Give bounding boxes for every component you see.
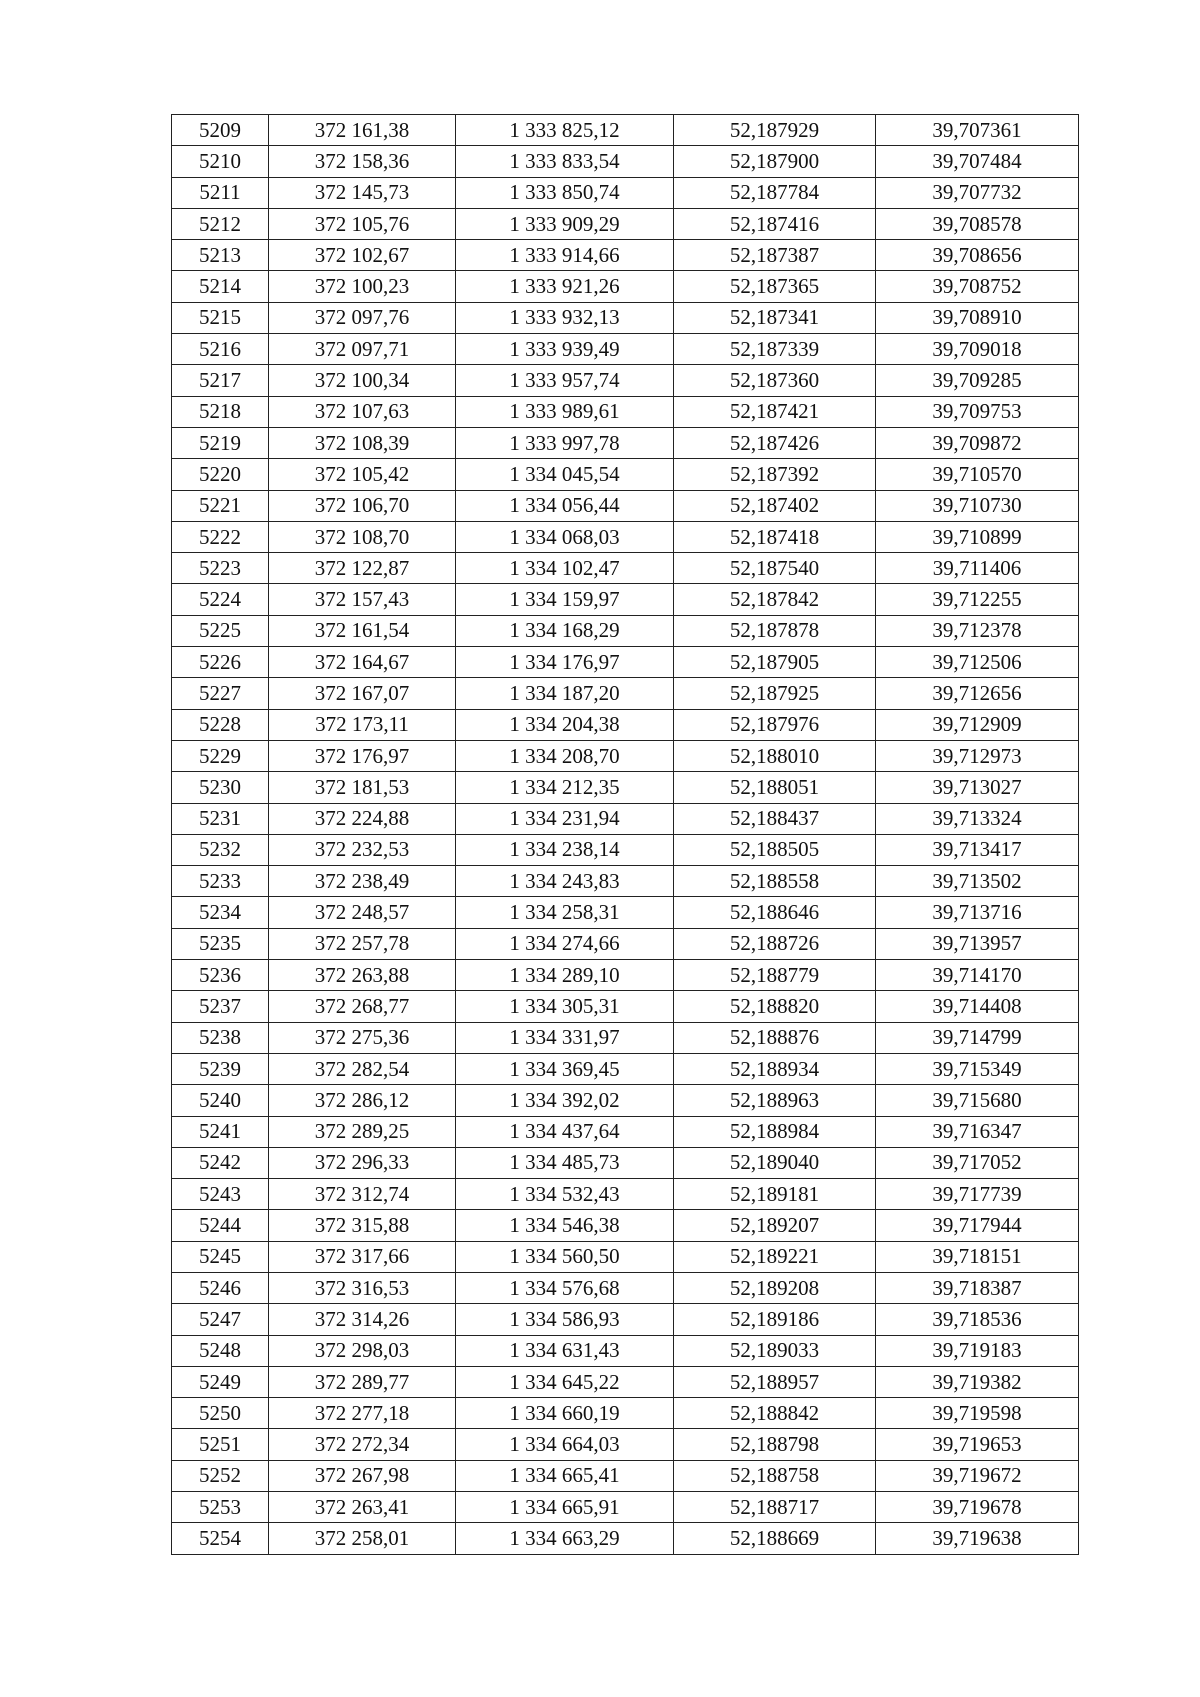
point-number-cell: 5248 bbox=[172, 1335, 269, 1366]
point-number-cell: 5239 bbox=[172, 1053, 269, 1084]
point-number-cell: 5226 bbox=[172, 647, 269, 678]
longitude-cell: 39,711406 bbox=[876, 553, 1079, 584]
longitude-cell: 39,707361 bbox=[876, 115, 1079, 146]
longitude-cell: 39,713324 bbox=[876, 803, 1079, 834]
latitude-cell: 52,187905 bbox=[674, 647, 876, 678]
x-coordinate-cell: 372 277,18 bbox=[269, 1398, 456, 1429]
table-row bbox=[172, 1147, 1079, 1178]
x-coordinate-cell: 372 314,26 bbox=[269, 1304, 456, 1335]
y-coordinate-cell: 1 334 392,02 bbox=[456, 1085, 674, 1116]
x-coordinate-cell: 372 158,36 bbox=[269, 146, 456, 177]
table-row bbox=[172, 208, 1079, 239]
point-number-cell: 5245 bbox=[172, 1241, 269, 1272]
longitude-cell: 39,718151 bbox=[876, 1241, 1079, 1272]
x-coordinate-cell: 372 268,77 bbox=[269, 991, 456, 1022]
x-coordinate-cell: 372 107,63 bbox=[269, 396, 456, 427]
y-coordinate-cell: 1 334 665,91 bbox=[456, 1492, 674, 1523]
table-row bbox=[172, 709, 1079, 740]
longitude-cell: 39,719598 bbox=[876, 1398, 1079, 1429]
table-row bbox=[172, 1460, 1079, 1491]
longitude-cell: 39,708752 bbox=[876, 271, 1079, 302]
point-number-cell: 5217 bbox=[172, 365, 269, 396]
latitude-cell: 52,187341 bbox=[674, 302, 876, 333]
x-coordinate-cell: 372 315,88 bbox=[269, 1210, 456, 1241]
y-coordinate-cell: 1 334 546,38 bbox=[456, 1210, 674, 1241]
latitude-cell: 52,188010 bbox=[674, 740, 876, 771]
y-coordinate-cell: 1 334 560,50 bbox=[456, 1241, 674, 1272]
table-row bbox=[172, 1492, 1079, 1523]
x-coordinate-cell: 372 167,07 bbox=[269, 678, 456, 709]
longitude-cell: 39,719382 bbox=[876, 1366, 1079, 1397]
point-number-cell: 5251 bbox=[172, 1429, 269, 1460]
latitude-cell: 52,187784 bbox=[674, 177, 876, 208]
table-row bbox=[172, 772, 1079, 803]
point-number-cell: 5250 bbox=[172, 1398, 269, 1429]
table-row bbox=[172, 1366, 1079, 1397]
point-number-cell: 5231 bbox=[172, 803, 269, 834]
longitude-cell: 39,709018 bbox=[876, 334, 1079, 365]
table-row bbox=[172, 740, 1079, 771]
longitude-cell: 39,713716 bbox=[876, 897, 1079, 928]
latitude-cell: 52,187976 bbox=[674, 709, 876, 740]
latitude-cell: 52,188820 bbox=[674, 991, 876, 1022]
y-coordinate-cell: 1 334 274,66 bbox=[456, 928, 674, 959]
latitude-cell: 52,188558 bbox=[674, 866, 876, 897]
x-coordinate-cell: 372 282,54 bbox=[269, 1053, 456, 1084]
latitude-cell: 52,187900 bbox=[674, 146, 876, 177]
table-row bbox=[172, 1022, 1079, 1053]
latitude-cell: 52,187360 bbox=[674, 365, 876, 396]
longitude-cell: 39,719183 bbox=[876, 1335, 1079, 1366]
x-coordinate-cell: 372 286,12 bbox=[269, 1085, 456, 1116]
y-coordinate-cell: 1 334 289,10 bbox=[456, 960, 674, 991]
table-row bbox=[172, 678, 1079, 709]
y-coordinate-cell: 1 334 532,43 bbox=[456, 1179, 674, 1210]
table-row bbox=[172, 490, 1079, 521]
point-number-cell: 5253 bbox=[172, 1492, 269, 1523]
latitude-cell: 52,188437 bbox=[674, 803, 876, 834]
longitude-cell: 39,714170 bbox=[876, 960, 1079, 991]
y-coordinate-cell: 1 333 939,49 bbox=[456, 334, 674, 365]
y-coordinate-cell: 1 333 921,26 bbox=[456, 271, 674, 302]
latitude-cell: 52,187540 bbox=[674, 553, 876, 584]
table-row bbox=[172, 302, 1079, 333]
x-coordinate-cell: 372 145,73 bbox=[269, 177, 456, 208]
latitude-cell: 52,188726 bbox=[674, 928, 876, 959]
point-number-cell: 5237 bbox=[172, 991, 269, 1022]
y-coordinate-cell: 1 333 909,29 bbox=[456, 208, 674, 239]
longitude-cell: 39,713502 bbox=[876, 866, 1079, 897]
x-coordinate-cell: 372 100,23 bbox=[269, 271, 456, 302]
table-row bbox=[172, 991, 1079, 1022]
latitude-cell: 52,187392 bbox=[674, 459, 876, 490]
x-coordinate-cell: 372 316,53 bbox=[269, 1272, 456, 1303]
point-number-cell: 5242 bbox=[172, 1147, 269, 1178]
y-coordinate-cell: 1 334 238,14 bbox=[456, 834, 674, 865]
point-number-cell: 5219 bbox=[172, 427, 269, 458]
longitude-cell: 39,712973 bbox=[876, 740, 1079, 771]
latitude-cell: 52,188758 bbox=[674, 1460, 876, 1491]
point-number-cell: 5222 bbox=[172, 521, 269, 552]
table-row bbox=[172, 615, 1079, 646]
x-coordinate-cell: 372 161,54 bbox=[269, 615, 456, 646]
longitude-cell: 39,712506 bbox=[876, 647, 1079, 678]
table-row bbox=[172, 1179, 1079, 1210]
longitude-cell: 39,718387 bbox=[876, 1272, 1079, 1303]
x-coordinate-cell: 372 298,03 bbox=[269, 1335, 456, 1366]
latitude-cell: 52,189040 bbox=[674, 1147, 876, 1178]
point-number-cell: 5244 bbox=[172, 1210, 269, 1241]
y-coordinate-cell: 1 334 305,31 bbox=[456, 991, 674, 1022]
latitude-cell: 52,188779 bbox=[674, 960, 876, 991]
x-coordinate-cell: 372 161,38 bbox=[269, 115, 456, 146]
latitude-cell: 52,189186 bbox=[674, 1304, 876, 1335]
coordinates-table-body bbox=[172, 115, 1079, 1555]
table-row bbox=[172, 584, 1079, 615]
table-row bbox=[172, 146, 1079, 177]
table-row bbox=[172, 1053, 1079, 1084]
x-coordinate-cell: 372 173,11 bbox=[269, 709, 456, 740]
longitude-cell: 39,712378 bbox=[876, 615, 1079, 646]
x-coordinate-cell: 372 289,77 bbox=[269, 1366, 456, 1397]
x-coordinate-cell: 372 289,25 bbox=[269, 1116, 456, 1147]
latitude-cell: 52,187842 bbox=[674, 584, 876, 615]
longitude-cell: 39,712255 bbox=[876, 584, 1079, 615]
y-coordinate-cell: 1 334 231,94 bbox=[456, 803, 674, 834]
table-row bbox=[172, 834, 1079, 865]
latitude-cell: 52,187339 bbox=[674, 334, 876, 365]
y-coordinate-cell: 1 334 159,97 bbox=[456, 584, 674, 615]
y-coordinate-cell: 1 334 045,54 bbox=[456, 459, 674, 490]
table-row bbox=[172, 427, 1079, 458]
longitude-cell: 39,717944 bbox=[876, 1210, 1079, 1241]
latitude-cell: 52,188669 bbox=[674, 1523, 876, 1554]
table-row bbox=[172, 647, 1079, 678]
x-coordinate-cell: 372 105,76 bbox=[269, 208, 456, 239]
x-coordinate-cell: 372 108,39 bbox=[269, 427, 456, 458]
x-coordinate-cell: 372 097,76 bbox=[269, 302, 456, 333]
longitude-cell: 39,715680 bbox=[876, 1085, 1079, 1116]
table-row bbox=[172, 960, 1079, 991]
table-row bbox=[172, 459, 1079, 490]
table-row bbox=[172, 1398, 1079, 1429]
latitude-cell: 52,189221 bbox=[674, 1241, 876, 1272]
y-coordinate-cell: 1 334 664,03 bbox=[456, 1429, 674, 1460]
y-coordinate-cell: 1 334 369,45 bbox=[456, 1053, 674, 1084]
table-row bbox=[172, 803, 1079, 834]
longitude-cell: 39,713027 bbox=[876, 772, 1079, 803]
longitude-cell: 39,719678 bbox=[876, 1492, 1079, 1523]
point-number-cell: 5218 bbox=[172, 396, 269, 427]
longitude-cell: 39,713417 bbox=[876, 834, 1079, 865]
point-number-cell: 5234 bbox=[172, 897, 269, 928]
longitude-cell: 39,717052 bbox=[876, 1147, 1079, 1178]
table-row bbox=[172, 115, 1079, 146]
point-number-cell: 5238 bbox=[172, 1022, 269, 1053]
point-number-cell: 5210 bbox=[172, 146, 269, 177]
latitude-cell: 52,188984 bbox=[674, 1116, 876, 1147]
y-coordinate-cell: 1 334 645,22 bbox=[456, 1366, 674, 1397]
longitude-cell: 39,709285 bbox=[876, 365, 1079, 396]
x-coordinate-cell: 372 164,67 bbox=[269, 647, 456, 678]
y-coordinate-cell: 1 334 258,31 bbox=[456, 897, 674, 928]
longitude-cell: 39,719672 bbox=[876, 1460, 1079, 1491]
point-number-cell: 5209 bbox=[172, 115, 269, 146]
x-coordinate-cell: 372 275,36 bbox=[269, 1022, 456, 1053]
x-coordinate-cell: 372 100,34 bbox=[269, 365, 456, 396]
table-row bbox=[172, 521, 1079, 552]
longitude-cell: 39,716347 bbox=[876, 1116, 1079, 1147]
longitude-cell: 39,713957 bbox=[876, 928, 1079, 959]
x-coordinate-cell: 372 106,70 bbox=[269, 490, 456, 521]
longitude-cell: 39,712656 bbox=[876, 678, 1079, 709]
y-coordinate-cell: 1 334 056,44 bbox=[456, 490, 674, 521]
table-row bbox=[172, 1304, 1079, 1335]
x-coordinate-cell: 372 296,33 bbox=[269, 1147, 456, 1178]
point-number-cell: 5236 bbox=[172, 960, 269, 991]
latitude-cell: 52,189181 bbox=[674, 1179, 876, 1210]
point-number-cell: 5224 bbox=[172, 584, 269, 615]
coordinates-table bbox=[171, 114, 1079, 1555]
longitude-cell: 39,710570 bbox=[876, 459, 1079, 490]
latitude-cell: 52,188963 bbox=[674, 1085, 876, 1116]
point-number-cell: 5213 bbox=[172, 240, 269, 271]
longitude-cell: 39,708578 bbox=[876, 208, 1079, 239]
x-coordinate-cell: 372 102,67 bbox=[269, 240, 456, 271]
latitude-cell: 52,187925 bbox=[674, 678, 876, 709]
table-row bbox=[172, 1523, 1079, 1554]
latitude-cell: 52,187416 bbox=[674, 208, 876, 239]
x-coordinate-cell: 372 272,34 bbox=[269, 1429, 456, 1460]
latitude-cell: 52,187387 bbox=[674, 240, 876, 271]
latitude-cell: 52,187365 bbox=[674, 271, 876, 302]
longitude-cell: 39,718536 bbox=[876, 1304, 1079, 1335]
x-coordinate-cell: 372 105,42 bbox=[269, 459, 456, 490]
table-row bbox=[172, 866, 1079, 897]
y-coordinate-cell: 1 334 168,29 bbox=[456, 615, 674, 646]
longitude-cell: 39,709872 bbox=[876, 427, 1079, 458]
latitude-cell: 52,189033 bbox=[674, 1335, 876, 1366]
x-coordinate-cell: 372 232,53 bbox=[269, 834, 456, 865]
point-number-cell: 5252 bbox=[172, 1460, 269, 1491]
y-coordinate-cell: 1 334 485,73 bbox=[456, 1147, 674, 1178]
y-coordinate-cell: 1 333 997,78 bbox=[456, 427, 674, 458]
latitude-cell: 52,188717 bbox=[674, 1492, 876, 1523]
latitude-cell: 52,188957 bbox=[674, 1366, 876, 1397]
latitude-cell: 52,188798 bbox=[674, 1429, 876, 1460]
y-coordinate-cell: 1 333 850,74 bbox=[456, 177, 674, 208]
table-row bbox=[172, 240, 1079, 271]
point-number-cell: 5228 bbox=[172, 709, 269, 740]
latitude-cell: 52,187426 bbox=[674, 427, 876, 458]
y-coordinate-cell: 1 334 208,70 bbox=[456, 740, 674, 771]
table-row bbox=[172, 1335, 1079, 1366]
point-number-cell: 5243 bbox=[172, 1179, 269, 1210]
table-row bbox=[172, 1272, 1079, 1303]
point-number-cell: 5216 bbox=[172, 334, 269, 365]
point-number-cell: 5211 bbox=[172, 177, 269, 208]
y-coordinate-cell: 1 334 243,83 bbox=[456, 866, 674, 897]
x-coordinate-cell: 372 263,88 bbox=[269, 960, 456, 991]
y-coordinate-cell: 1 334 576,68 bbox=[456, 1272, 674, 1303]
point-number-cell: 5220 bbox=[172, 459, 269, 490]
y-coordinate-cell: 1 334 665,41 bbox=[456, 1460, 674, 1491]
table-row bbox=[172, 897, 1079, 928]
table-row bbox=[172, 271, 1079, 302]
point-number-cell: 5240 bbox=[172, 1085, 269, 1116]
longitude-cell: 39,715349 bbox=[876, 1053, 1079, 1084]
x-coordinate-cell: 372 181,53 bbox=[269, 772, 456, 803]
point-number-cell: 5229 bbox=[172, 740, 269, 771]
point-number-cell: 5235 bbox=[172, 928, 269, 959]
longitude-cell: 39,719653 bbox=[876, 1429, 1079, 1460]
y-coordinate-cell: 1 334 204,38 bbox=[456, 709, 674, 740]
point-number-cell: 5254 bbox=[172, 1523, 269, 1554]
table-row bbox=[172, 334, 1079, 365]
longitude-cell: 39,710730 bbox=[876, 490, 1079, 521]
y-coordinate-cell: 1 334 660,19 bbox=[456, 1398, 674, 1429]
point-number-cell: 5246 bbox=[172, 1272, 269, 1303]
latitude-cell: 52,188646 bbox=[674, 897, 876, 928]
longitude-cell: 39,708656 bbox=[876, 240, 1079, 271]
point-number-cell: 5214 bbox=[172, 271, 269, 302]
point-number-cell: 5212 bbox=[172, 208, 269, 239]
table-row bbox=[172, 1210, 1079, 1241]
x-coordinate-cell: 372 257,78 bbox=[269, 928, 456, 959]
point-number-cell: 5225 bbox=[172, 615, 269, 646]
y-coordinate-cell: 1 334 631,43 bbox=[456, 1335, 674, 1366]
x-coordinate-cell: 372 263,41 bbox=[269, 1492, 456, 1523]
y-coordinate-cell: 1 334 663,29 bbox=[456, 1523, 674, 1554]
point-number-cell: 5232 bbox=[172, 834, 269, 865]
point-number-cell: 5223 bbox=[172, 553, 269, 584]
x-coordinate-cell: 372 176,97 bbox=[269, 740, 456, 771]
point-number-cell: 5230 bbox=[172, 772, 269, 803]
point-number-cell: 5227 bbox=[172, 678, 269, 709]
latitude-cell: 52,187929 bbox=[674, 115, 876, 146]
y-coordinate-cell: 1 334 437,64 bbox=[456, 1116, 674, 1147]
y-coordinate-cell: 1 334 176,97 bbox=[456, 647, 674, 678]
point-number-cell: 5241 bbox=[172, 1116, 269, 1147]
latitude-cell: 52,188051 bbox=[674, 772, 876, 803]
longitude-cell: 39,708910 bbox=[876, 302, 1079, 333]
latitude-cell: 52,188934 bbox=[674, 1053, 876, 1084]
longitude-cell: 39,710899 bbox=[876, 521, 1079, 552]
table-row bbox=[172, 396, 1079, 427]
y-coordinate-cell: 1 334 212,35 bbox=[456, 772, 674, 803]
y-coordinate-cell: 1 333 989,61 bbox=[456, 396, 674, 427]
x-coordinate-cell: 372 224,88 bbox=[269, 803, 456, 834]
longitude-cell: 39,712909 bbox=[876, 709, 1079, 740]
y-coordinate-cell: 1 333 957,74 bbox=[456, 365, 674, 396]
y-coordinate-cell: 1 334 068,03 bbox=[456, 521, 674, 552]
x-coordinate-cell: 372 108,70 bbox=[269, 521, 456, 552]
y-coordinate-cell: 1 334 331,97 bbox=[456, 1022, 674, 1053]
latitude-cell: 52,188505 bbox=[674, 834, 876, 865]
longitude-cell: 39,707484 bbox=[876, 146, 1079, 177]
longitude-cell: 39,717739 bbox=[876, 1179, 1079, 1210]
latitude-cell: 52,188876 bbox=[674, 1022, 876, 1053]
x-coordinate-cell: 372 258,01 bbox=[269, 1523, 456, 1554]
table-row bbox=[172, 1116, 1079, 1147]
latitude-cell: 52,187418 bbox=[674, 521, 876, 552]
table-row bbox=[172, 928, 1079, 959]
point-number-cell: 5249 bbox=[172, 1366, 269, 1397]
table-row bbox=[172, 1085, 1079, 1116]
longitude-cell: 39,714408 bbox=[876, 991, 1079, 1022]
longitude-cell: 39,707732 bbox=[876, 177, 1079, 208]
longitude-cell: 39,714799 bbox=[876, 1022, 1079, 1053]
latitude-cell: 52,188842 bbox=[674, 1398, 876, 1429]
table-row bbox=[172, 177, 1079, 208]
x-coordinate-cell: 372 122,87 bbox=[269, 553, 456, 584]
latitude-cell: 52,187878 bbox=[674, 615, 876, 646]
longitude-cell: 39,719638 bbox=[876, 1523, 1079, 1554]
latitude-cell: 52,189207 bbox=[674, 1210, 876, 1241]
y-coordinate-cell: 1 334 102,47 bbox=[456, 553, 674, 584]
longitude-cell: 39,709753 bbox=[876, 396, 1079, 427]
point-number-cell: 5215 bbox=[172, 302, 269, 333]
x-coordinate-cell: 372 267,98 bbox=[269, 1460, 456, 1491]
y-coordinate-cell: 1 334 586,93 bbox=[456, 1304, 674, 1335]
table-row bbox=[172, 1429, 1079, 1460]
y-coordinate-cell: 1 333 932,13 bbox=[456, 302, 674, 333]
y-coordinate-cell: 1 333 914,66 bbox=[456, 240, 674, 271]
x-coordinate-cell: 372 097,71 bbox=[269, 334, 456, 365]
x-coordinate-cell: 372 248,57 bbox=[269, 897, 456, 928]
x-coordinate-cell: 372 317,66 bbox=[269, 1241, 456, 1272]
latitude-cell: 52,187402 bbox=[674, 490, 876, 521]
table-row bbox=[172, 1241, 1079, 1272]
point-number-cell: 5221 bbox=[172, 490, 269, 521]
y-coordinate-cell: 1 333 833,54 bbox=[456, 146, 674, 177]
latitude-cell: 52,189208 bbox=[674, 1272, 876, 1303]
x-coordinate-cell: 372 157,43 bbox=[269, 584, 456, 615]
table-row bbox=[172, 365, 1079, 396]
x-coordinate-cell: 372 238,49 bbox=[269, 866, 456, 897]
y-coordinate-cell: 1 333 825,12 bbox=[456, 115, 674, 146]
y-coordinate-cell: 1 334 187,20 bbox=[456, 678, 674, 709]
point-number-cell: 5247 bbox=[172, 1304, 269, 1335]
x-coordinate-cell: 372 312,74 bbox=[269, 1179, 456, 1210]
point-number-cell: 5233 bbox=[172, 866, 269, 897]
latitude-cell: 52,187421 bbox=[674, 396, 876, 427]
table-row bbox=[172, 553, 1079, 584]
